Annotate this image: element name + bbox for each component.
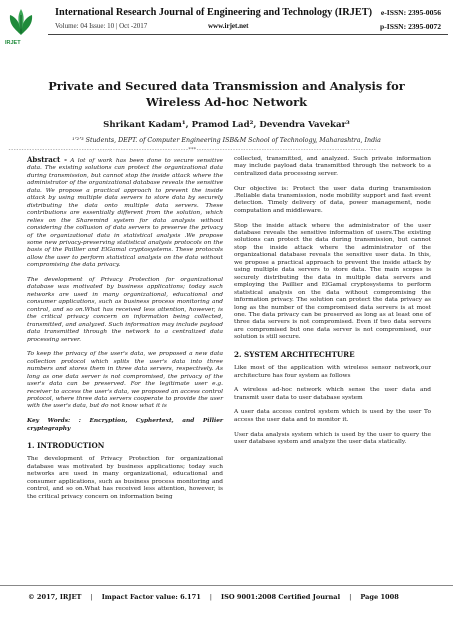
e-issn: e-ISSN: 2395-0056 [380, 8, 441, 17]
journal-header [0, 0, 453, 58]
logo-text: IRJET [5, 40, 21, 46]
author-affiliation: ¹ʼ²ʼ³ Students, DEPT. of Computer Engineering ISB&M School of Technology, Maharashtra, India [72, 137, 381, 144]
objective-paragraph: Our objective is: Protect the user data during transmission .Reliable data transmission, node mobility support and fast event detection. Timely delivery of data, power management, node computation and middleware. [234, 185, 431, 214]
page-footer [28, 593, 438, 601]
inside-attack-paragraph: Stop the inside attack where the administrator of the user database reveals the sensitive information of users.The existing solutions can protect the data during transmission, but cannot stop the inside attack where the administrator of the organizational database reveals the sensitive user data. In this, we propose a practical approach to prevent the inside attack by using multiple data servers to store data. The main scopes is securely distributing the data in multiple data servers and employing the Paillier and ElGamal cryptosystems to perform statistical analysis on the data without compromising the information privacy. The solution can protect the data privacy as long as the number of the compromised data servers is at most one. The data privacy can be preserved as long as at least one of three data servers is not compromised. Even if two data servers are compromised but one data server is not compromised, our solution is still secure. [234, 222, 431, 341]
introduction-paragraph: The development of Privacy Protection for organizational database was motivated by business applications; today such networks are used in many organizational, educational and consumer applications, such as business process monitoring and control, and so on.What has received less attention, however, is the critical privacy concern on information being [27, 456, 223, 500]
keywords-text: : Encryption, Cyphertext, and Pillier cryptography [27, 418, 223, 432]
intro-continued: collected, transmitted, and analyzed. Such private information may include payload data transmitted through the network to a centralized data processing server. [234, 156, 431, 177]
system-paragraph-2: A wireless ad-hoc network which sense the user data and transmit user data to user database system [234, 387, 431, 401]
right-column [234, 156, 431, 454]
journal-title: International Research Journal of Engineering and Technology (IRJET) [55, 7, 373, 18]
abstract-paragraph-3: To keep the privacy of the user's data, we proposed a new data collection protocol which splits the user's data into three numbers and stores them in three data servers, respectively. As long as one data server is not compromised, the privacy of the user's data can be preserved. For the legitimate user e.g. receiver to access the user's data, we proposed an access control protocol, where three data servers cooperate to provide the user with the user's data, but do not know what it is [27, 351, 223, 410]
journal-website[interactable]: www.irjet.net [208, 22, 249, 30]
system-paragraph-1: Like most of the application with wireless sensor network,our architecture has four system as follows [234, 365, 431, 379]
introduction-heading: 1. INTRODUCTION [27, 440, 105, 450]
left-column [27, 156, 223, 508]
keywords-label: Key Words: [27, 418, 71, 425]
system-paragraph-3: A user data access control system which is used by the user To access the user data and to monitor it. [234, 409, 431, 423]
abstract-text-1: A lot of work has been done to secure sensitive data. The existing solutions can protect the organizational data during transmission, but cannot stop the inside attack where the administrator of the organizational database reveals the sensitive data. We propose a practical approach to prevent the inside attack by using multiple data servers to store data by securely distributing the data onto multiple data servers. These contributions are essentially different from the solution, which relies on the Sharemind system for data analysis without considering the collusion of data servers to preserve the privacy of the organizational data in statistical analysis .We propose some new privacy-preserving statistical analysis protocols on the basis of the Paillier and ElGamal cryptosystems. These protocols allow the user to perform statistical analysis on the data without compromising the data privacy. [27, 158, 223, 269]
keywords [27, 418, 223, 433]
footer-iso: ISO 9001:2008 Certified Journal [221, 593, 341, 601]
volume-issue: Volume: 04 Issue: 10 | Oct -2017 [55, 22, 148, 30]
p-issn: p-ISSN: 2395-0072 [380, 22, 441, 31]
paper-authors: Shrikant Kadam¹, Pramod Lad², Devendra Vavekar³ [103, 120, 350, 130]
irjet-logo-graphic [5, 7, 37, 37]
footer-page-number: Page 1008 [360, 593, 399, 601]
footer-copyright: © 2017, IRJET [28, 593, 82, 601]
header-rule [48, 34, 448, 35]
section-separator: ---------------------------------------------------------------------***--------------------------------------------------------------------- [8, 147, 377, 153]
system-architecture-heading: 2. SYSTEM ARCHITECHTURE [234, 349, 355, 359]
footer-divider: | [90, 593, 93, 601]
paper-title: Private and Secured data Transmission and Analysis for Wireless Ad-hoc Network [48, 79, 405, 109]
footer-impact-factor: Impact Factor value: 6.171 [101, 593, 201, 601]
abstract-heading: Abstract - [27, 155, 67, 164]
system-paragraph-4: User data analysis system which is used by the user to query the user database system and analyze the user data statically. [234, 431, 431, 445]
footer-rule [0, 585, 453, 586]
footer-divider: | [349, 593, 352, 601]
irjet-logo [5, 7, 37, 37]
footer-divider: | [209, 593, 213, 601]
abstract-paragraph-2: The development of Privacy Protection for organizational database was motivated by business applications; today such networks are used in many organizational, educational and consumer applications, such as business process monitoring and control, and so on.What has received less attention, however, is the critical privacy concern on information being collected, transmitted, and analyzed. Such information may include payload data transmitted through the network to a centralized data processing server. [27, 276, 223, 343]
abstract-paragraph-1 [27, 156, 223, 270]
